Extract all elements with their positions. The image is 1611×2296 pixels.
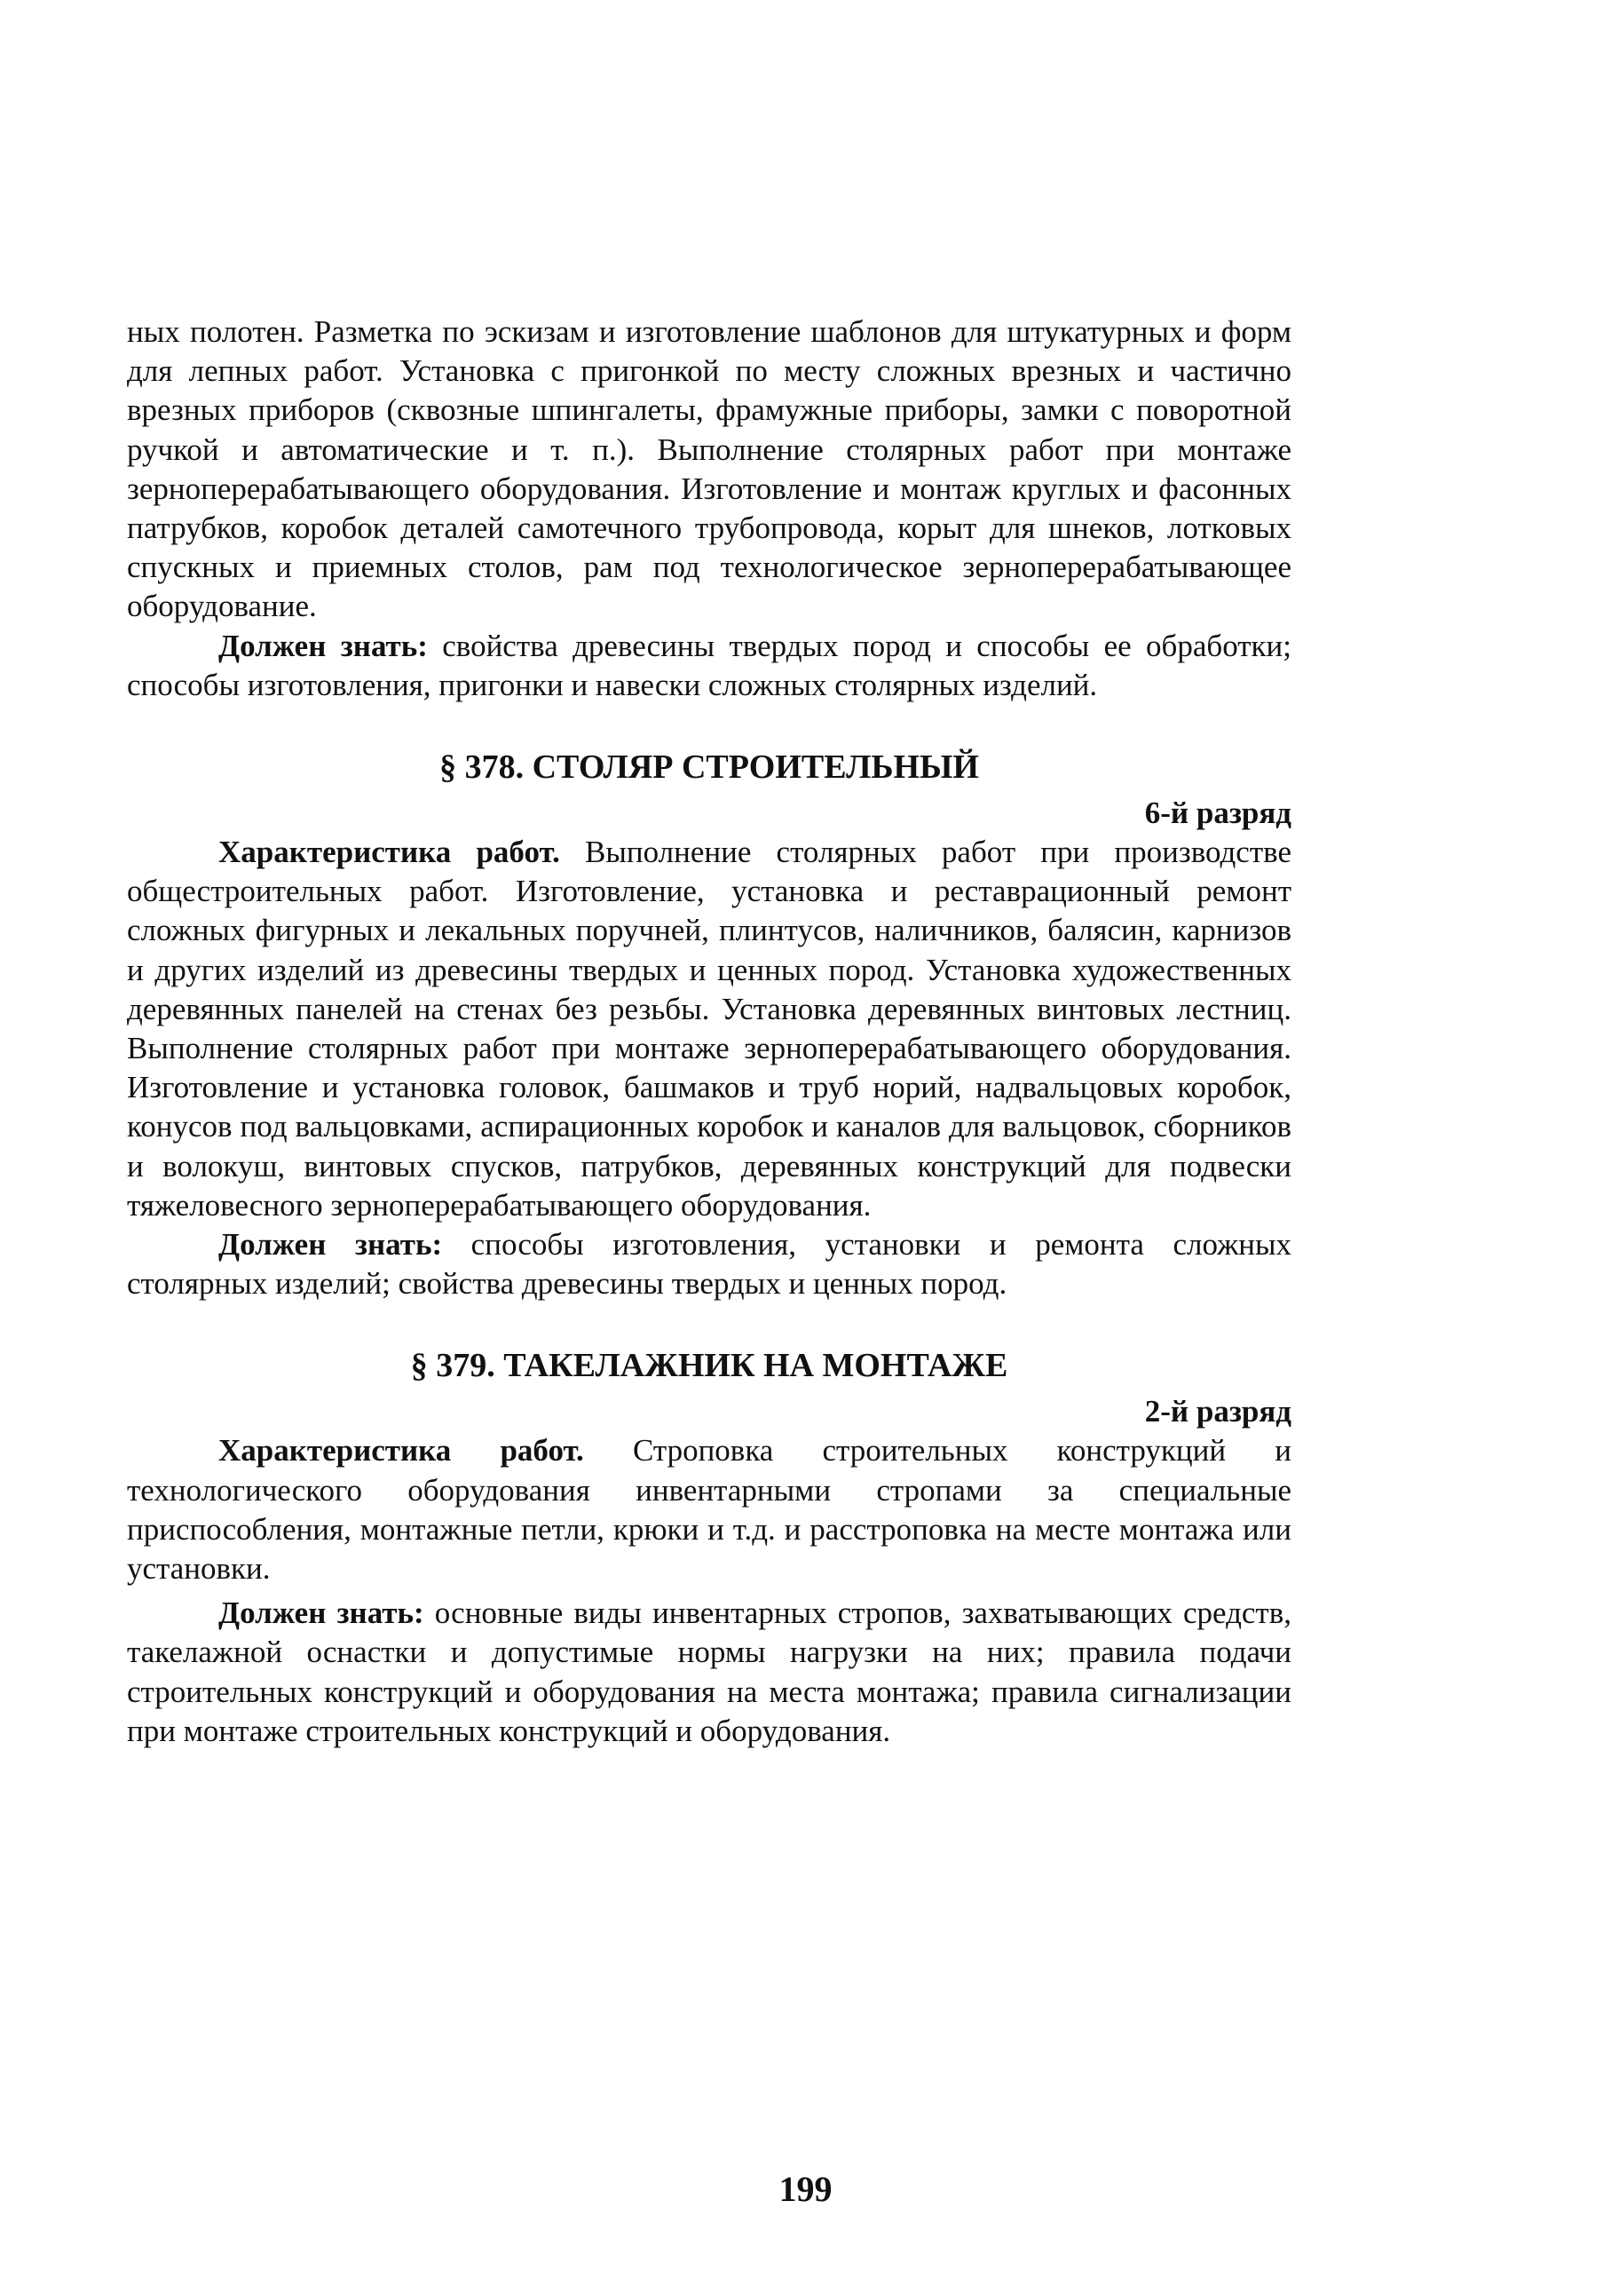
section-378-knowledge-text: способы изготовления, установки и ремонта сложных столярных изделий; свойства древесины твердых и ценных пород.: [127, 1227, 1291, 1302]
section-378-knowledge-paragraph: [127, 1225, 1291, 1303]
intro-knowledge-text: свойства древесины твердых пород и способы ее обработки; способы изготовления, пригонки и навески сложных столярных изделий.: [127, 628, 1291, 702]
section-379-knowledge-paragraph: [127, 1594, 1291, 1751]
section-378-rank: 6-й разряд: [1144, 796, 1291, 831]
spacer: [127, 1303, 1291, 1344]
intro-text: ных полотен. Разметка по эскизам и изготовление шаблонов для штукатурных и форм для лепных работ. Установка с пригонкой по месту сложных врезных и частично врезных приборов (сквозные шпингалеты, фрамужные приборы, замки с поворотной ручкой и автоматические и т. п.). Выполнение столярных работ при монтаже зерноперерабатывающего оборудования. Изготовление и монтаж круглых и фасонных патрубков, коробок деталей самотечного трубопровода, корыт для шнеков, лотковых спускных и приемных столов, рам под технологическое зерноперерабатывающее оборудование.: [127, 314, 1291, 624]
section-379-work-label: Характеристика работ.: [218, 1433, 584, 1469]
section-378-work-text: Выполнение столярных работ при производстве общестроительных работ. Изготовление, установка и реставрационный ремонт сложных фигурных и лекальных поручней, плинтусов, наличников, балясин, карнизов и других изделий из древесины твердых и ценных пород. Установка художественных деревянных панелей на стенах без резьбы. Установка деревянных винтовых лестниц. Выполнение столярных работ при монтаже зерноперерабатывающего оборудования. Изготовление и установка головок, башмаков и труб норий, надвальцовых коробок, конусов под вальцовками, аспирационных коробок и каналов для вальцовок, сборников и волокуш, винтовых спусков, патрубков, деревянных конструкций для подвески тяжеловесного зерноперерабатывающего оборудования.: [127, 835, 1291, 1223]
section-378-work-label: Характеристика работ.: [218, 835, 560, 870]
page-body: [127, 313, 1291, 1751]
intro-knowledge-label: Должен знать:: [218, 628, 428, 663]
section-379-rank: 2-й разряд: [1144, 1394, 1291, 1429]
section-379-knowledge-label: Должен знать:: [218, 1595, 424, 1631]
intro-paragraph: [127, 313, 1291, 627]
section-378-work-paragraph: [127, 833, 1291, 1225]
section-378-heading: § 378. СТОЛЯР СТРОИТЕЛЬНЫЙ: [439, 748, 979, 787]
section-379-heading: § 379. ТАКЕЛАЖНИК НА МОНТАЖЕ: [410, 1347, 1008, 1385]
section-379-work-paragraph: [127, 1431, 1291, 1588]
page-number: 199: [778, 2169, 833, 2209]
section-379-work-text: Строповка строительных конструкций и технологического оборудования инвентарными стропами за специальные приспособления, монтажные петли, крюки и т.д. и расстроповка на месте монтажа или установки.: [127, 1433, 1291, 1587]
intro-knowledge-paragraph: [127, 627, 1291, 705]
section-378-knowledge-label: Должен знать:: [218, 1227, 443, 1263]
spacer: [127, 705, 1291, 746]
section-379-knowledge-text: основные виды инвентарных стропов, захватывающих средств, такелажной оснастки и допустимые нормы нагрузки на них; правила подачи строительных конструкций и оборудования на места монтажа; правила сигнализации при монтаже строительных конструкций и оборудования.: [127, 1595, 1291, 1748]
